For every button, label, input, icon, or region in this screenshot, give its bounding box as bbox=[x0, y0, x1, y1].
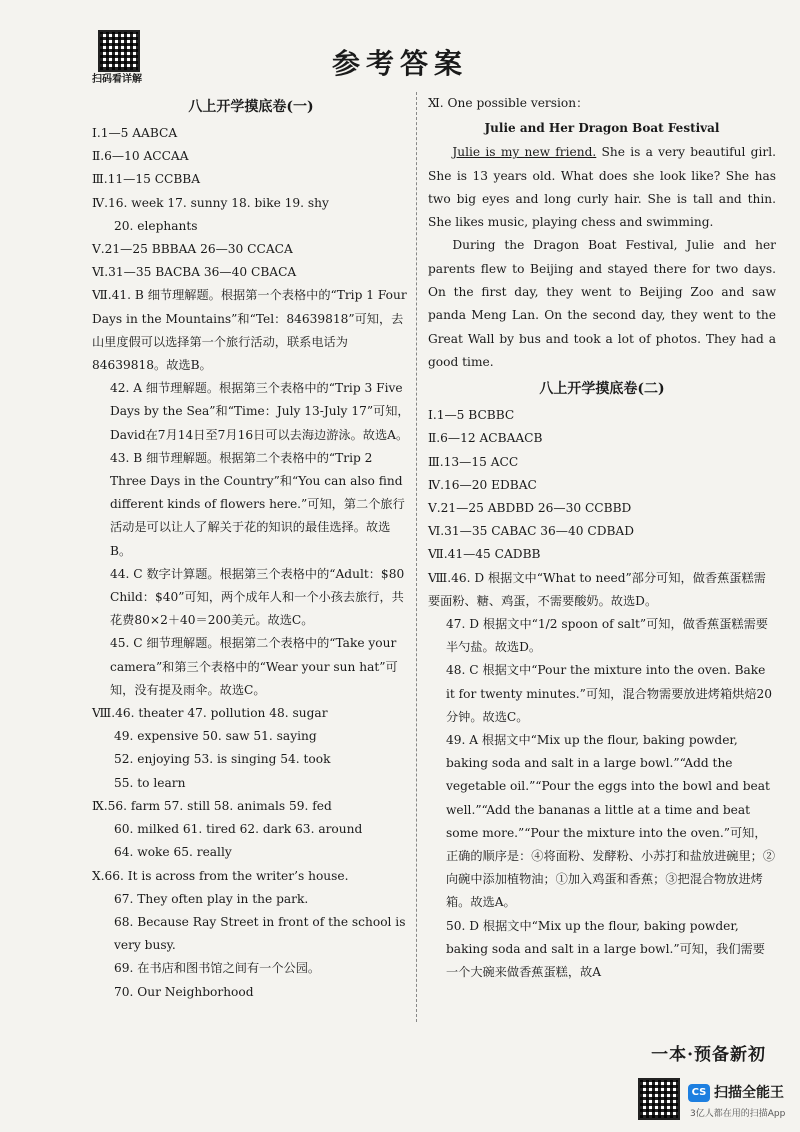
answer-line: 67. They often play in the park. bbox=[114, 891, 309, 906]
answer-line: 20. elephants bbox=[114, 218, 198, 233]
page-title: 参考答案 bbox=[331, 47, 468, 80]
essay-paragraph: During the Dragon Boat Festival, Julie and her parents flew to Beijing and stayed there for two days. On the first day, they went to Beijing Zoo and saw panda Meng Lan. On the second day, they went to the Great Wall by bus and took a lot of photos. They had a good time. bbox=[428, 238, 776, 369]
essay-paragraph-rest: She is a very beautiful girl. She is 13 years old. What does she look like? She has two big eyes and long curly hair. She is tall and thin. She likes music, playing chess and swimming. bbox=[428, 145, 776, 230]
answer-line: Ⅵ.31—35 BACBA 36—40 CBACA bbox=[92, 265, 297, 280]
explanation-item: 45. C 细节理解题。根据第二个表格中的“Take your camera”和第三个表格中的“Wear your sun hat”可知，没有提及雨伞。故选C。 bbox=[110, 636, 398, 697]
answer-line: Ⅴ.21—25 ABDBD 26—30 CCBBD bbox=[428, 500, 632, 515]
answer-line: Ⅹ.66. It is across from the writer’s house. bbox=[92, 868, 349, 883]
answer-line: 64. woke 65. really bbox=[114, 845, 232, 860]
column-divider bbox=[416, 92, 417, 1022]
answer-line: Ⅲ.13—15 ACC bbox=[428, 454, 519, 469]
section-title-2: 八上开学摸底卷(二) bbox=[539, 381, 665, 398]
answer-line: 60. milked 61. tired 62. dark 63. around bbox=[114, 822, 363, 837]
answer-line: Ⅶ.41—45 CADBB bbox=[428, 547, 541, 562]
essay-first-sentence: Julie is my new friend. bbox=[452, 145, 597, 160]
answer-line: 70. Our Neighborhood bbox=[114, 984, 254, 999]
essay-paragraph bbox=[428, 141, 776, 234]
answer-line: Ⅱ.6—10 ACCAA bbox=[92, 149, 189, 164]
writing-label: Ⅺ. One possible version： bbox=[428, 96, 589, 110]
answer-line: 49. expensive 50. saw 51. saying bbox=[114, 729, 317, 744]
scanner-tagline: 3亿人都在用的扫描App bbox=[690, 1109, 786, 1119]
explanation-item: 44. C 数字计算题。根据第三个表格中的“Adult：$80 Child：$40”可知，两个成年人和一个小孩去旅行，共花费80×2＋40＝200美元。故选C。 bbox=[110, 566, 405, 628]
answer-line: Ⅴ.21—25 BBBAA 26—30 CCACA bbox=[92, 242, 293, 257]
explanation-item: 42. A 细节理解题。根据第三个表格中的“Trip 3 Five Days by the Sea”和“Time：July 13-July 17”可知，David在7月14日至7月16日可以去海边游泳。故选A。 bbox=[110, 381, 410, 442]
scanner-qr-icon bbox=[638, 1078, 680, 1120]
explanation-item: 49. A 根据文中“Mix up the flour, baking powder, baking soda and salt in a large bowl.”“Add the vegetable oil.”“Pour the eggs into the bowl and beat well.”“Add the bananas a little at a time and beat some more.”“Pour the mixture into the oven.”可知，正确的顺序是：④将面粉、发酵粉、小苏打和盐放进碗里；②向碗中添加植物油；①加入鸡蛋和香蕉；③把混合物放进烤箱。故选A。 bbox=[446, 733, 776, 910]
answer-line: 55. to learn bbox=[114, 775, 186, 790]
answer-line: Ⅱ.6—12 ACBAACB bbox=[428, 431, 543, 446]
answer-line: 68. Because Ray Street in front of the school is very busy. bbox=[114, 914, 406, 953]
right-column bbox=[428, 92, 776, 984]
answer-line: Ⅰ.1—5 AABCA bbox=[92, 126, 178, 140]
answer-line: Ⅰ.1—5 BCBBC bbox=[428, 408, 515, 423]
explanation-item: Ⅷ.46. D 根据文中“What to need”部分可知，做香蕉蛋糕需要面粉、糖、鸡蛋，不需要酸奶。故选D。 bbox=[428, 570, 766, 608]
answer-line: Ⅵ.31—35 CABAC 36—40 CDBAD bbox=[428, 524, 634, 539]
essay-title: Julie and Her Dragon Boat Festival bbox=[484, 121, 720, 136]
explanation-item: 43. B 细节理解题。根据第二个表格中的“Trip 2 Three Days in the Country”和“You can also find different kinds of flowers here.”可知，第二个旅行活动是可以让人了解关于花的知识的最佳选择。故选B。 bbox=[110, 450, 405, 558]
left-column bbox=[92, 92, 410, 1004]
answer-line: Ⅷ.46. theater 47. pollution 48. sugar bbox=[92, 706, 328, 721]
answer-line: Ⅳ.16—20 EDBAC bbox=[428, 477, 537, 492]
explanation-item: 47. D 根据文中“1/2 spoon of salt”可知，做香蕉蛋糕需要半勺盐。故选D。 bbox=[446, 617, 768, 655]
scanner-name: 扫描全能王 bbox=[714, 1085, 784, 1101]
qr-caption: 扫码看详解 bbox=[92, 74, 142, 85]
answer-line: Ⅸ.56. farm 57. still 58. animals 59. fed bbox=[92, 798, 332, 813]
answer-line: Ⅲ.11—15 CCBBA bbox=[92, 172, 201, 187]
answer-line: Ⅳ.16. week 17. sunny 18. bike 19. shy bbox=[92, 195, 329, 210]
answer-line: 52. enjoying 53. is singing 54. took bbox=[114, 752, 331, 767]
explanation-item: 48. C 根据文中“Pour the mixture into the oven. Bake it for twenty minutes.”可知，混合物需要放进烤箱烘焙20分钟。故选C。 bbox=[446, 663, 773, 724]
footer-brand: 一本·预备新初 bbox=[651, 1045, 766, 1065]
section-title-1: 八上开学摸底卷(一) bbox=[188, 99, 314, 115]
explanation-item: Ⅶ.41. B 细节理解题。根据第一个表格中的“Trip 1 Four Days in the Mountains”和“Tel：84639818”可知，去山里度假可以选择第一个旅行活动，联系电话为84639818。故选B。 bbox=[92, 288, 407, 373]
camscanner-logo-icon: CS bbox=[688, 1084, 710, 1102]
answer-line: 69. 在书店和图书馆之间有一个公园。 bbox=[114, 961, 321, 976]
explanation-item: 50. D 根据文中“Mix up the flour, baking powder, baking soda and salt in a large bowl.”可知，我们需要一个大碗来做香蕉蛋糕，故A bbox=[446, 918, 765, 980]
